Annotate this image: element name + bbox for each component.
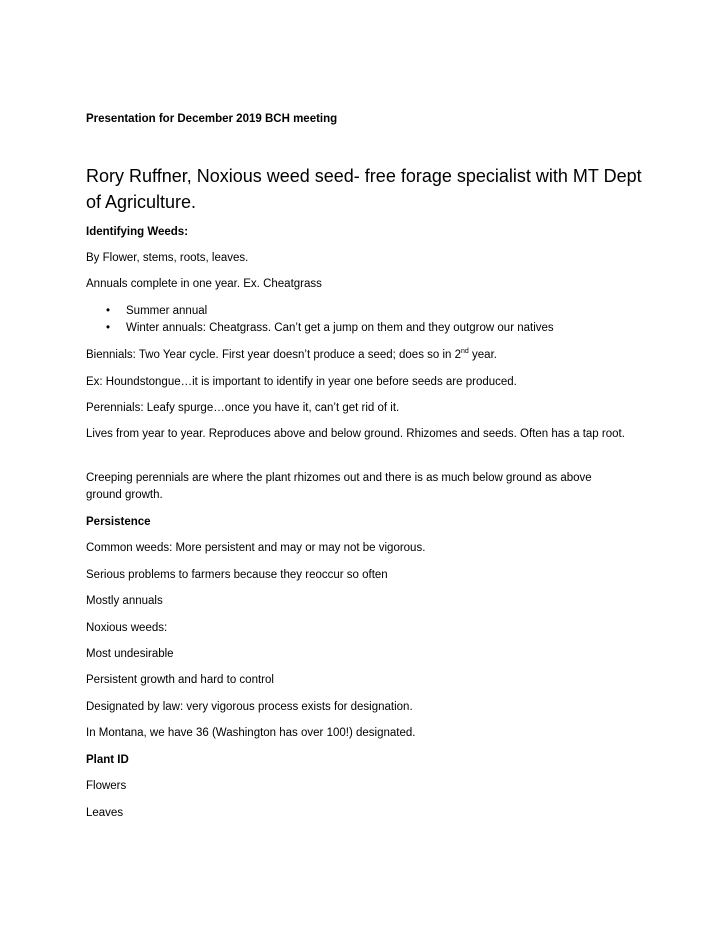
document-header: Presentation for December 2019 BCH meeting [86,113,338,125]
most-undesirable-text: Most undesirable [86,648,174,660]
houndstongue-text: Ex: Houndstongue…it is important to identify in year one before seeds are produced. [86,376,517,388]
persistence-heading: Persistence [86,516,151,528]
list-item-text: Summer annual [126,305,208,317]
list-item [106,303,207,320]
designated-text: Designated by law: very vigorous process exists for designation. [86,701,413,713]
persistent-growth-text: Persistent growth and hard to control [86,674,274,686]
identifying-weeds-heading: Identifying Weeds: [86,226,189,238]
annuals-text: Annuals complete in one year. Ex. Cheatgrass [86,278,322,290]
list-item-text: Winter annuals: Cheatgrass. Can’t get a jump on them and they outgrow our natives [126,322,554,334]
by-flower-text: By Flower, stems, roots, leaves. [86,252,249,264]
montana-text: In Montana, we have 36 (Washington has over 100!) designated. [86,727,416,739]
lives-text: Lives from year to year. Reproduces above and below ground. Rhizomes and seeds. Often has a tap root. [86,428,625,440]
serious-problems-text: Serious problems to farmers because they reoccur so often [86,569,388,581]
common-weeds-text: Common weeds: More persistent and may or may not be vigorous. [86,542,426,554]
speaker-title: Rory Ruffner, Noxious weed seed- free forage specialist with MT Dept of Agriculture. [86,166,642,212]
list-item [106,320,554,337]
perennials-text: Perennials: Leafy spurge…once you have it, can’t get rid of it. [86,402,400,414]
plant-id-heading: Plant ID [86,754,129,766]
ordinal-superscript: nd [461,348,469,356]
bullet-icon: • [106,305,111,317]
creeping-text: Creeping perennials are where the plant rhizomes out and there is as much below ground as above ground growth. [86,472,592,501]
flowers-text: Flowers [86,780,127,792]
mostly-annuals-text: Mostly annuals [86,595,163,607]
noxious-weeds-text: Noxious weeds: [86,622,168,634]
biennials-main: Biennials: Two Year cycle. First year doesn’t produce a seed; does so in 2 [86,349,462,361]
biennials-text [86,347,497,364]
bullet-icon: • [106,322,111,334]
leaves-text: Leaves [86,807,124,819]
biennials-end: year. [468,349,497,361]
